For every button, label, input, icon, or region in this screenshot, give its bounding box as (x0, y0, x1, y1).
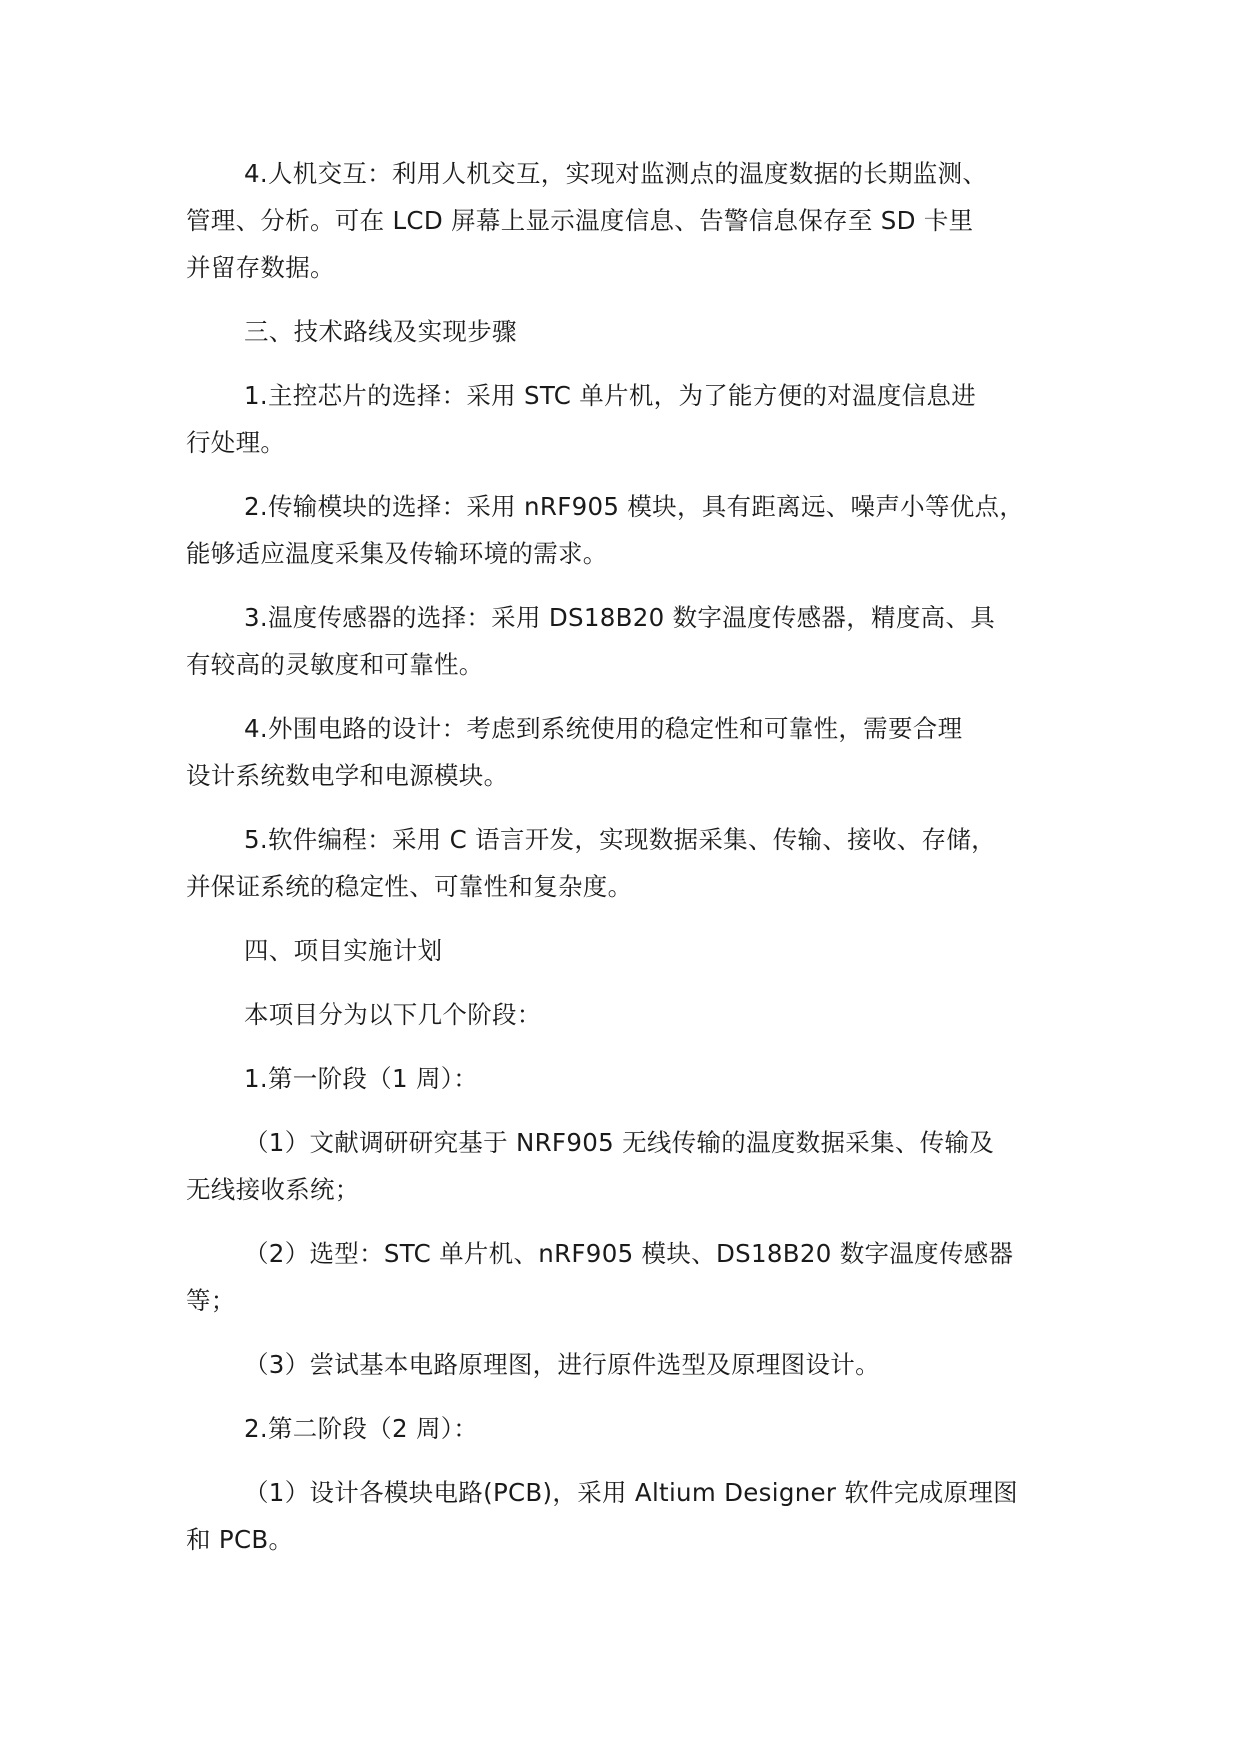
paragraph-transmission-module (186, 483, 1086, 577)
paragraph-line: 1.主控芯片的选择：采用 STC 单片机，为了能方便的对温度信息进 (244, 381, 977, 410)
paragraph-stage-two (186, 1405, 1086, 1452)
paragraph-temp-sensor (186, 594, 1086, 688)
paragraph-line: 并保证系统的稳定性、可靠性和复杂度。 (186, 872, 633, 901)
paragraph-line: （1）设计各模块电路(PCB)，采用 Altium Designer 软件完成原理图 (244, 1478, 1018, 1507)
paragraph-stages-intro (186, 991, 1086, 1038)
paragraph-line: 和 PCB。 (186, 1525, 294, 1554)
paragraph-line: 等； (186, 1286, 236, 1315)
heading-text: 三、技术路线及实现步骤 (244, 317, 517, 346)
paragraph-line: 1.第一阶段（1 周）： (244, 1064, 479, 1093)
paragraph-line: 4.外围电路的设计：考虑到系统使用的稳定性和可靠性，需要合理 (244, 714, 963, 743)
paragraph-peripheral-circuit (186, 705, 1086, 799)
paragraph-stage-two-item-1 (186, 1469, 1086, 1563)
paragraph-line: 设计系统数电学和电源模块。 (186, 761, 509, 790)
paragraph-line: （2）选型：STC 单片机、nRF905 模块、DS18B20 数字温度传感器 (244, 1239, 1014, 1268)
paragraph-mcu-selection (186, 372, 1086, 466)
heading-text: 四、项目实施计划 (244, 936, 443, 965)
paragraph-line: 5.软件编程：采用 C 语言开发，实现数据采集、传输、接收、存储， (244, 825, 996, 854)
section-heading-tech-route (186, 308, 1086, 355)
section-heading-implementation-plan (186, 927, 1086, 974)
paragraph-line: 2.第二阶段（2 周）： (244, 1414, 479, 1443)
paragraph-line: 无线接收系统； (186, 1175, 360, 1204)
paragraph-line: 管理、分析。可在 LCD 屏幕上显示温度信息、告警信息保存至 SD 卡里 (186, 206, 974, 235)
paragraph-line: 有较高的灵敏度和可靠性。 (186, 650, 484, 679)
paragraph-line: 行处理。 (186, 428, 286, 457)
document-page (186, 150, 1086, 1580)
paragraph-line: （1）文献调研研究基于 NRF905 无线传输的温度数据采集、传输及 (244, 1128, 995, 1157)
paragraph-line: 本项目分为以下几个阶段： (244, 1000, 542, 1029)
paragraph-stage-one-item-1 (186, 1119, 1086, 1213)
paragraph-stage-one-item-3 (186, 1341, 1086, 1388)
paragraph-line: 4.人机交互：利用人机交互，实现对监测点的温度数据的长期监测、 (244, 159, 988, 188)
paragraph-line: （3）尝试基本电路原理图，进行原件选型及原理图设计。 (244, 1350, 880, 1379)
paragraph-line: 能够适应温度采集及传输环境的需求。 (186, 539, 608, 568)
paragraph-stage-one (186, 1055, 1086, 1102)
paragraph-software (186, 816, 1086, 910)
paragraph-stage-one-item-2 (186, 1230, 1086, 1324)
paragraph-hmi (186, 150, 1086, 291)
paragraph-line: 并留存数据。 (186, 253, 335, 282)
paragraph-line: 2.传输模块的选择：采用 nRF905 模块，具有距离远、噪声小等优点， (244, 492, 1025, 521)
paragraph-line: 3.温度传感器的选择：采用 DS18B20 数字温度传感器，精度高、具 (244, 603, 996, 632)
